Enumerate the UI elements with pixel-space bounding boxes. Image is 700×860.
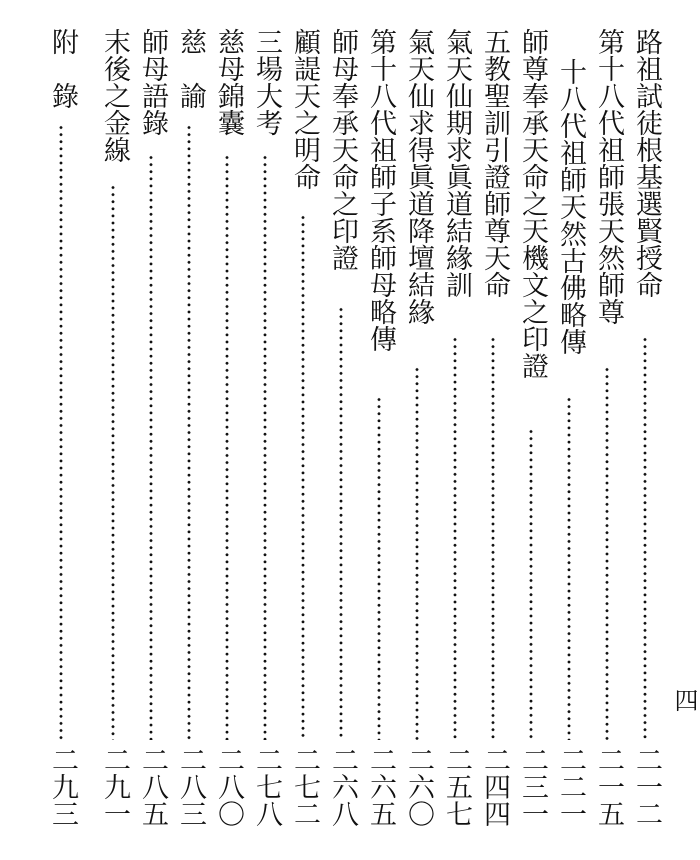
- dot-leader: [111, 184, 115, 740]
- toc-entry: [629, 28, 661, 840]
- dot-leader: [187, 124, 191, 740]
- toc-entry: [249, 28, 281, 840]
- dot-leader: [377, 396, 381, 740]
- toc-entry-page: 二七二: [289, 746, 320, 827]
- toc-entry-page: 二九一: [99, 746, 130, 827]
- toc-entry-page: 二五七: [441, 746, 472, 827]
- toc-entry: [287, 28, 319, 840]
- dot-leader: [605, 366, 609, 740]
- toc-entry: [477, 28, 509, 840]
- toc-entry: [211, 28, 243, 840]
- toc-entry-title: 三場大考: [251, 28, 282, 136]
- dot-leader: [491, 336, 495, 740]
- toc-entry-title: 路祖試徒根基選賢授命: [631, 28, 662, 298]
- toc-entry: [363, 28, 395, 840]
- toc-entry-title: 第十八代祖師子系師母略傳: [365, 28, 396, 352]
- toc-entry-title: 五教聖訓引證師尊天命: [479, 28, 510, 298]
- toc-entry-page: 二六八: [327, 746, 358, 827]
- toc-entry-page: 二一二: [631, 746, 662, 827]
- toc-entry-title: 慈 諭: [175, 28, 206, 109]
- toc-entry: [553, 28, 585, 840]
- toc-entry: [97, 28, 129, 840]
- toc-entry-page: 二七八: [251, 746, 282, 827]
- toc-entry-page: 二六五: [365, 746, 396, 827]
- page-number: 四: [670, 688, 698, 712]
- toc-entry-title: 十八代祖師天然古佛略傳: [555, 58, 586, 355]
- toc-entry: [135, 28, 167, 840]
- toc-entry-page: 二二一: [555, 746, 586, 827]
- toc-entry-title: 師尊奉承天命之天機文之印證: [517, 28, 548, 379]
- toc-entry-title: 氣天仙期求眞道結緣訓: [441, 28, 472, 298]
- dot-leader: [225, 154, 229, 740]
- toc-entry: [173, 28, 205, 840]
- toc-entry-page: 二六〇: [403, 746, 434, 827]
- toc-entry-page: 二八〇: [213, 746, 244, 827]
- dot-leader: [59, 124, 63, 740]
- toc-entry: [401, 28, 433, 840]
- toc-entry: [515, 28, 547, 840]
- toc-entry-page: 二八三: [175, 746, 206, 827]
- toc-entry-title: 師母語錄: [137, 28, 168, 136]
- dot-leader: [453, 336, 457, 740]
- dot-leader: [643, 336, 647, 740]
- toc-entry-title: 第十八代祖師張天然師尊: [593, 28, 624, 325]
- toc-entry: [591, 28, 623, 840]
- dot-leader: [263, 154, 267, 740]
- toc-entry-title: 師母奉承天命之印證: [327, 28, 358, 271]
- dot-leader: [529, 428, 533, 740]
- dot-leader: [567, 396, 571, 740]
- toc-entry-page: 二八五: [137, 746, 168, 827]
- dot-leader: [149, 154, 153, 740]
- toc-entry-title: 慈母錦囊: [213, 28, 244, 136]
- dot-leader: [339, 306, 343, 740]
- toc-entry-title: 末後之金線: [99, 28, 130, 163]
- dot-leader: [301, 214, 305, 740]
- toc-entry: [325, 28, 357, 840]
- toc-entry-page: 二四四: [479, 746, 510, 827]
- toc-entry-title: 氣天仙求得眞道降壇結緣: [403, 28, 434, 325]
- toc-entry-page: 二九三: [47, 746, 78, 827]
- dot-leader: [415, 366, 419, 740]
- toc-entry-page: 二三一: [517, 746, 548, 827]
- toc-entry: [439, 28, 471, 840]
- toc-entry: [45, 28, 77, 840]
- toc-entry-title: 顧諟天之明命: [289, 28, 320, 190]
- toc-entry-page: 二一五: [593, 746, 624, 827]
- toc-entry-title: 附 錄: [47, 28, 78, 109]
